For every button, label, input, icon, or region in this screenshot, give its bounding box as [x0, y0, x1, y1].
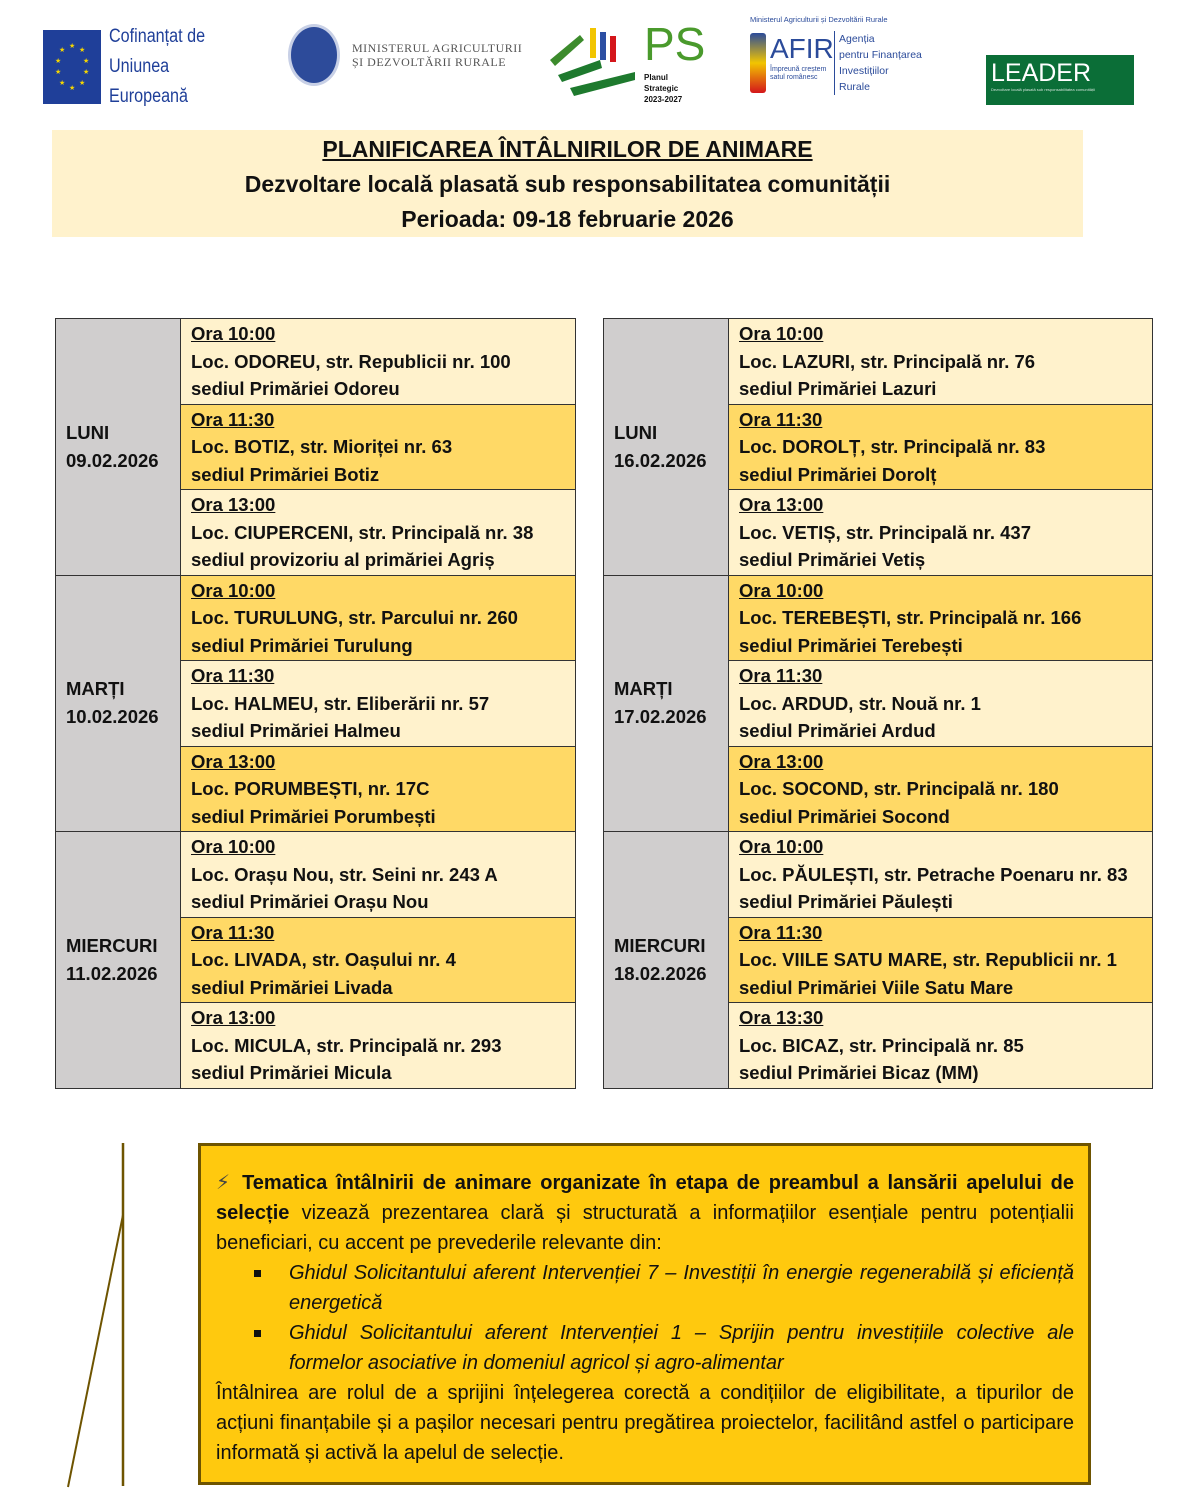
schedule-row: [56, 319, 576, 405]
meeting-location: Loc. TURULUNG, str. Parcului nr. 260: [191, 607, 518, 628]
schedule-row: [604, 319, 1153, 405]
eu-flag-icon: ★ ★ ★ ★ ★ ★ ★ ★ ★ ★: [43, 30, 101, 104]
meeting-venue: sediul Primăriei Viile Satu Mare: [739, 976, 1014, 998]
meeting-time: Ora 11:30: [191, 921, 275, 943]
meeting-slot: [181, 404, 576, 490]
meeting-venue: sediul Primăriei Odoreu: [191, 378, 400, 399]
meeting-location: Loc. CIUPERCENI, str. Principală nr. 38: [191, 521, 534, 543]
meeting-venue: sediul Primăriei Turulung: [191, 634, 413, 656]
eu-logo: [43, 22, 259, 112]
meeting-slot: [729, 319, 1153, 405]
meeting-venue: sediul Primăriei Micula: [191, 1062, 392, 1083]
schedule-row: [56, 832, 576, 918]
ps-stripes-icon: [550, 20, 640, 96]
lightning-icon: ⚡: [216, 1172, 234, 1194]
meeting-time: Ora 11:30: [739, 408, 823, 430]
page-title: PLANIFICAREA ÎNTÂLNIRILOR DE ANIMARE: [322, 136, 813, 162]
day-name: LUNI: [66, 421, 110, 443]
meeting-location: Loc. BICAZ, str. Principală nr. 85: [739, 1034, 1024, 1056]
period: Perioada: 09-18 februarie 2026: [401, 206, 734, 232]
schedule-row: [604, 575, 1153, 661]
day-date: 09.02.2026: [66, 449, 159, 471]
schedule-table-week2: [603, 318, 1153, 1089]
info-box: [198, 1143, 1091, 1485]
meeting-time: Ora 13:00: [191, 1007, 276, 1028]
info-heading: Tematica întâlnirii de animare organizate în etapa de preambul a lansării apelului de selecție: [216, 1172, 1075, 1224]
meeting-time: Ora 10:00: [191, 836, 276, 857]
meeting-venue: sediul Primăriei Porumbești: [191, 805, 436, 827]
meeting-slot: [729, 661, 1153, 747]
decorative-lines: [60, 1140, 130, 1490]
day-cell: [604, 319, 729, 576]
day-date: 18.02.2026: [614, 962, 707, 984]
meeting-location: Loc. LIVADA, str. Oașului nr. 4: [191, 949, 456, 970]
meeting-venue: sediul Primăriei Vetiș: [739, 549, 926, 570]
leader-logo: [986, 55, 1134, 105]
info-closing: Întâlnirea are rolul de a sprijini înțelegerea corectă a condițiilor de eligibilitate, a tipurilor de acțiuni finanțabile și a pașilor necesari pentru pregătirea proiectelor, facilitând astfel o participare informată și activă la apelul de selecție.: [216, 1382, 1074, 1464]
day-cell: [604, 832, 729, 1089]
meeting-time: Ora 13:00: [191, 494, 276, 515]
day-name: LUNI: [614, 421, 658, 443]
day-name: MARȚI: [66, 678, 125, 700]
day-date: 10.02.2026: [66, 706, 159, 728]
meeting-venue: sediul provizoriu al primăriei Agriș: [191, 549, 495, 570]
guide-item: Ghidul Solicitantului aferent Intervenției 1 – Sprijin pentru investițiile colective ale formelor asociative in domeniul agricol și agro-alimentar: [254, 1318, 1074, 1378]
meeting-time: Ora 11:30: [191, 665, 275, 686]
meeting-venue: sediul Primăriei Orașu Nou: [191, 891, 429, 912]
meeting-location: Loc. DOROLȚ, str. Principală nr. 83: [739, 436, 1046, 457]
schedule-table-week1: [55, 318, 576, 1089]
meeting-location: Loc. MICULA, str. Principală nr. 293: [191, 1034, 502, 1056]
meeting-location: Loc. Orașu Nou, str. Seini nr. 243 A: [191, 863, 498, 885]
meeting-venue: sediul Primăriei Păulești: [739, 891, 953, 912]
day-cell: [56, 832, 181, 1089]
meeting-slot: [729, 746, 1153, 832]
afir-agency-line: Investițiilor: [839, 65, 889, 77]
day-date: 11.02.2026: [66, 962, 158, 984]
meeting-slot: [729, 404, 1153, 490]
schedule-row: [604, 832, 1153, 918]
guide-item: Ghidul Solicitantului aferent Intervenției 7 – Investiții în energie regenerabilă și eficiență energetică: [254, 1258, 1074, 1318]
meeting-location: Loc. ARDUD, str. Nouă nr. 1: [739, 692, 981, 714]
meeting-location: Loc. PĂULEȘTI, str. Petrache Poenaru nr. 83: [739, 863, 1128, 885]
ps-years: 2023-2027: [644, 95, 683, 104]
meeting-location: Loc. BOTIZ, str. Mioriței nr. 63: [191, 436, 453, 457]
meeting-slot: [181, 1003, 576, 1089]
meeting-venue: sediul Primăriei Botiz: [191, 463, 380, 485]
meeting-location: Loc. VIILE SATU MARE, str. Republicii nr. 1: [739, 949, 1117, 970]
meeting-time: Ora 11:30: [739, 665, 823, 686]
meeting-location: Loc. HALMEU, str. Eliberării nr. 57: [191, 692, 490, 714]
ps-logo: [550, 18, 706, 104]
meeting-time: Ora 10:00: [191, 579, 276, 601]
day-date: 17.02.2026: [614, 706, 707, 728]
meeting-time: Ora 13:00: [739, 494, 824, 515]
meeting-venue: sediul Primăriei Halmeu: [191, 720, 401, 741]
meeting-location: Loc. TEREBEȘTI, str. Principală nr. 166: [739, 607, 1082, 628]
meeting-time: Ora 11:30: [191, 408, 275, 430]
afir-logo: [750, 15, 925, 95]
day-date: 16.02.2026: [614, 449, 707, 471]
meeting-slot: [181, 490, 576, 576]
meeting-slot: [729, 1003, 1153, 1089]
meeting-slot: [729, 917, 1153, 1003]
ps-logo-text: PS: [644, 18, 706, 70]
meeting-time: Ora 13:00: [739, 750, 824, 772]
meeting-slot: [181, 917, 576, 1003]
afir-agency-line: Agenția: [839, 33, 875, 45]
meeting-venue: sediul Primăriei Dorolț: [739, 463, 937, 485]
meeting-time: Ora 10:00: [191, 323, 276, 344]
schedule-row: [56, 575, 576, 661]
meeting-venue: sediul Primăriei Terebești: [739, 634, 963, 656]
meeting-location: Loc. VETIȘ, str. Principală nr. 437: [739, 521, 1032, 543]
meeting-slot: [729, 575, 1153, 661]
day-cell: [56, 575, 181, 832]
day-name: MIERCURI: [614, 934, 706, 956]
meeting-slot: [729, 490, 1153, 576]
ministry-name-line: ȘI DEZVOLTĂRII RURALE: [352, 55, 507, 69]
meeting-slot: [181, 746, 576, 832]
afir-logo-text: AFIR: [770, 33, 834, 64]
day-name: MARȚI: [614, 678, 673, 700]
page-subtitle: Dezvoltare locală plasată sub responsabilitatea comunității: [244, 171, 891, 197]
afir-agency-line: pentru Finanțarea: [839, 49, 922, 61]
guide-list: [254, 1258, 1074, 1378]
meeting-location: Loc. ODOREU, str. Republicii nr. 100: [191, 350, 511, 372]
afir-emblem-icon: [750, 33, 766, 93]
day-cell: [56, 319, 181, 576]
afir-ministry-text: Ministerul Agriculturii și Dezvoltării Rurale: [750, 15, 888, 24]
meeting-location: Loc. PORUMBEȘTI, nr. 17C: [191, 778, 430, 799]
meeting-location: Loc. LAZURI, str. Principală nr. 76: [739, 350, 1036, 372]
eu-logo-text: Cofinanțat de Uniunea Europeană: [109, 26, 206, 107]
meeting-venue: sediul Primăriei Socond: [739, 805, 950, 827]
meeting-slot: [181, 661, 576, 747]
meeting-slot: [181, 575, 576, 661]
meeting-time: Ora 11:30: [739, 921, 823, 943]
ps-subtitle: Planul Strategic: [644, 73, 679, 93]
meeting-time: Ora 13:00: [191, 750, 276, 772]
meeting-time: Ora 10:00: [739, 323, 824, 344]
afir-agency-line: Rurale: [839, 81, 870, 93]
meeting-slot: [181, 832, 576, 918]
afir-slogan: Împreună creștem satul românesc: [770, 66, 827, 81]
meeting-time: Ora 13:30: [739, 1007, 824, 1028]
meeting-location: Loc. SOCOND, str. Principală nr. 180: [739, 778, 1059, 799]
ministry-name-line: MINISTERUL AGRICULTURII: [352, 41, 523, 55]
meeting-venue: sediul Primăriei Livada: [191, 976, 393, 998]
meeting-time: Ora 10:00: [739, 836, 824, 857]
ministry-logo: [288, 24, 522, 86]
meeting-slot: [181, 319, 576, 405]
leader-subtitle: Dezvoltare locală plasată sub responsabilitatea comunității: [991, 87, 1095, 92]
day-cell: [604, 575, 729, 832]
meeting-time: Ora 10:00: [739, 579, 824, 601]
page-header: [52, 130, 1083, 237]
meeting-venue: sediul Primăriei Ardud: [739, 720, 936, 741]
leader-logo-text: LEADER: [991, 59, 1092, 87]
info-intro: vizează prezentarea clară și structurată a informațiilor esențiale pentru potențialii beneficiari, cu accent pe prevederile relevante din:: [216, 1202, 1074, 1254]
meeting-slot: [729, 832, 1153, 918]
meeting-venue: sediul Primăriei Lazuri: [739, 378, 937, 399]
meeting-venue: sediul Primăriei Bicaz (MM): [739, 1062, 979, 1083]
day-name: MIERCURI: [66, 934, 158, 956]
government-seal-icon: [288, 24, 340, 86]
